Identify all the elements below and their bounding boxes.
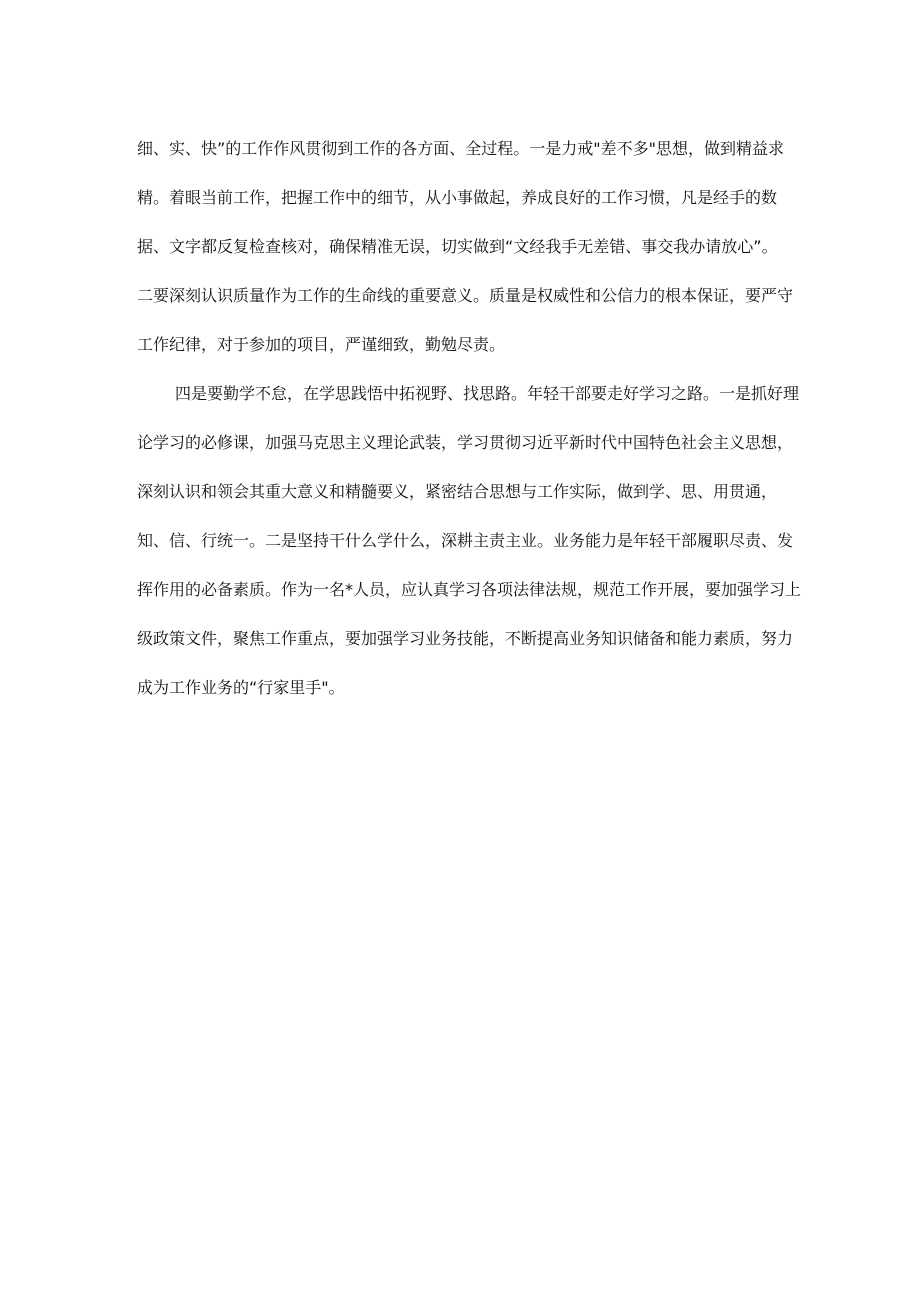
text-line: 级政策文件，聚焦工作重点，要加强学习业务技能，不断提高业务知识储备和能力素质，努力 <box>137 629 794 648</box>
text-line: 细、实、快”的工作作风贯彻到工作的各方面、全过程。一是力戒"差不多"思想，做到精益求 <box>137 139 785 158</box>
text-line: 论学习的必修课，加强马克思主义理论武装，学习贯彻习近平新时代中国特色社会主义思想， <box>137 433 794 452</box>
text-line: 精。着眼当前工作，把握工作中的细节，从小事做起，养成良好的工作习惯，凡是经手的数 <box>137 188 778 207</box>
paragraph-first-line: 四是要勤学不怠，在学思践悟中拓视野、找思路。年轻干部要走好学习之路。一是抓好理 <box>175 384 800 403</box>
text-line: 成为工作业务的“行家里手"。 <box>137 678 345 697</box>
text-line: 二要深刻认识质量作为工作的生命线的重要意义。质量是权威性和公信力的根本保证，要严守 <box>137 286 794 305</box>
text-line: 据、文字都反复检查核对，确保精准无误，切实做到“文经我手无差错、事交我办请放心”。 <box>137 237 778 256</box>
text-line: 挥作用的必备素质。作为一名*人员，应认真学习各项法律法规，规范工作开展，要加强学习上 <box>137 580 802 599</box>
text-line: 知、信、行统一。二是坚持干什么学什么，深耕主责主业。业务能力是年轻干部履职尽责、发 <box>137 531 794 550</box>
text-line: 深刻认识和领会其重大意义和精髓要义，紧密结合思想与工作实际，做到学、思、用贯通， <box>137 482 778 501</box>
text-line: 工作纪律，对于参加的项目，严谨细致，勤勉尽责。 <box>137 335 506 354</box>
